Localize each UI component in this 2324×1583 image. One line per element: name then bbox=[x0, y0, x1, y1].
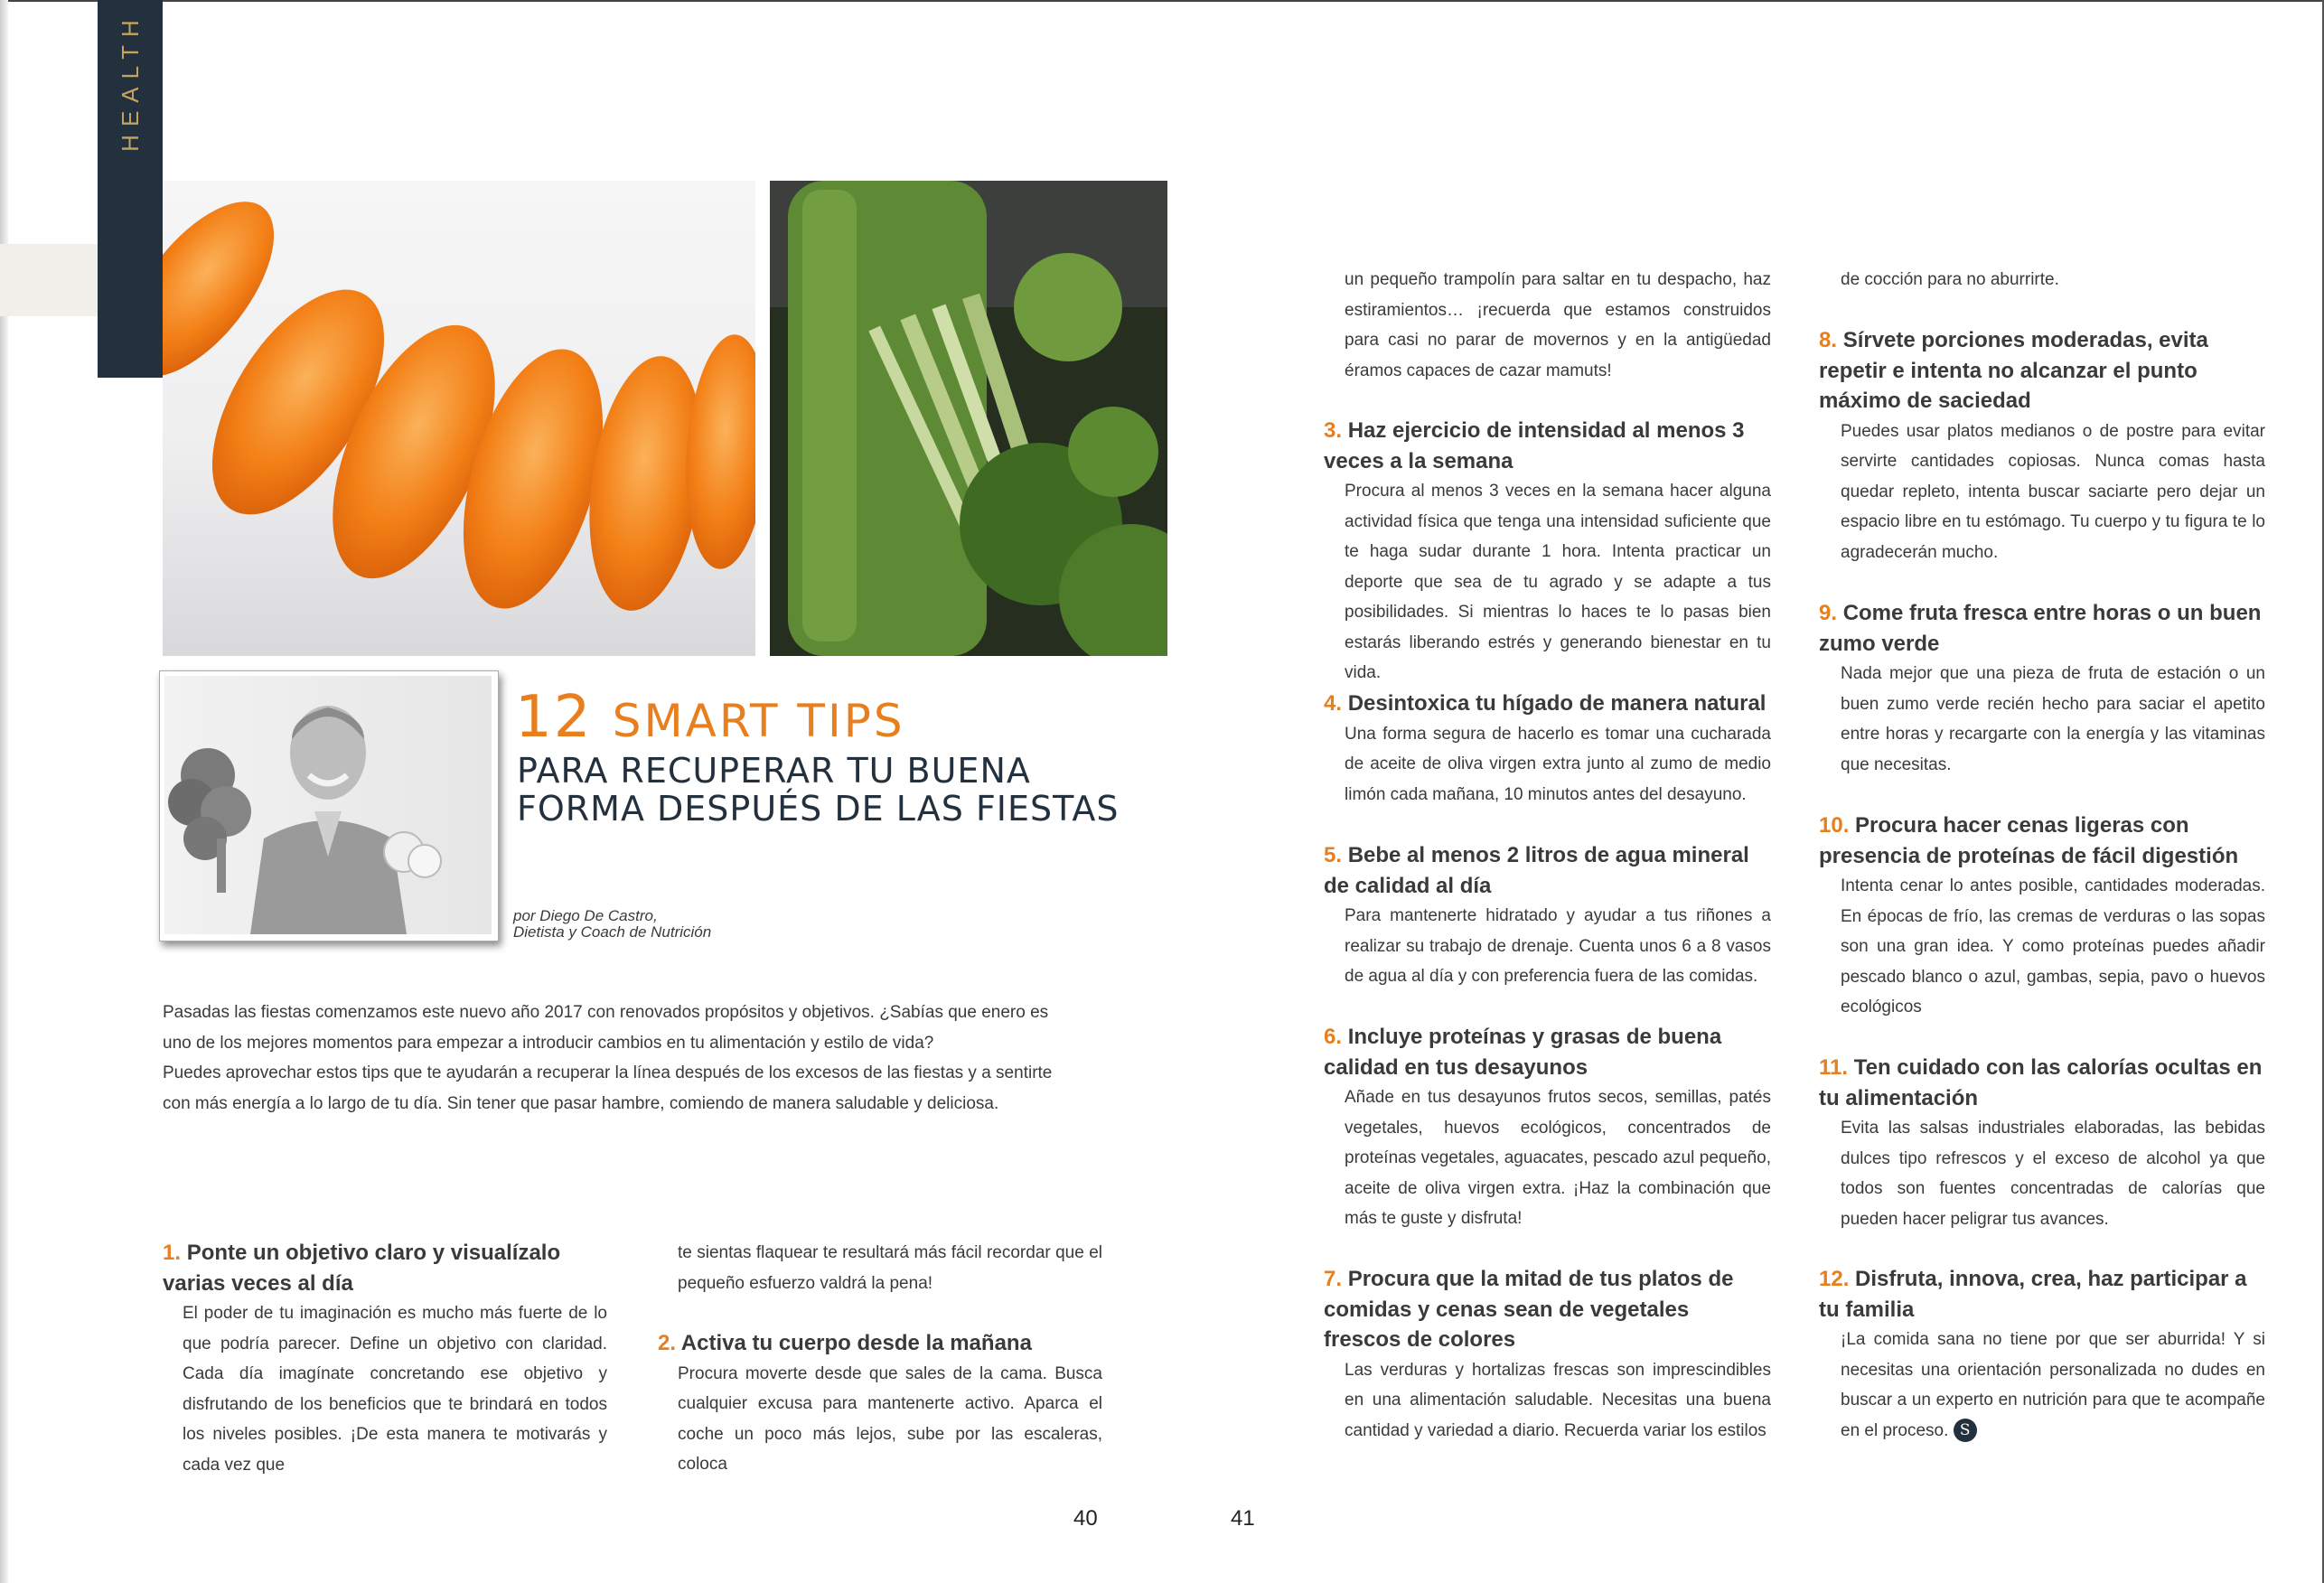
byline-role: Dietista y Coach de Nutrición bbox=[513, 923, 712, 941]
tip-title: Come fruta fresca entre horas o un buen zumo verde bbox=[1819, 601, 2262, 656]
tip-number: 9. bbox=[1819, 601, 1838, 625]
tip-1 bbox=[163, 1238, 607, 1480]
tip-6 bbox=[1324, 1022, 1771, 1234]
green-juice-photo bbox=[770, 181, 1167, 656]
tip-heading bbox=[163, 1238, 607, 1298]
page-number-left: 40 bbox=[1073, 1506, 1098, 1531]
tip-1-continuation: te sientas flaquear te resultará más fácil recordar que el pequeño esfuerzo valdrá la pena! bbox=[678, 1243, 1102, 1293]
tip-number: 4. bbox=[1324, 691, 1343, 716]
binding-shadow bbox=[0, 0, 8, 1583]
tip-heading bbox=[1819, 1053, 2265, 1113]
tip-number: 1. bbox=[163, 1241, 182, 1265]
page-top-border bbox=[0, 0, 2324, 2]
tip-number: 10. bbox=[1819, 813, 1850, 838]
title-number: 12 bbox=[515, 684, 593, 751]
tip-number: 6. bbox=[1324, 1025, 1343, 1049]
tip-2 bbox=[658, 1328, 1102, 1480]
tip-title: Haz ejercicio de intensidad al menos 3 veces a la semana bbox=[1324, 418, 1745, 473]
intro-line: Pasadas las fiestas comenzamos este nuevo año 2017 con renovados propósitos y objetivos. ¿Sabías que enero es bbox=[163, 1003, 1049, 1022]
intro-paragraph bbox=[163, 998, 1093, 1119]
tip-7-continuation: de cocción para no aburrirte. bbox=[1841, 270, 2059, 289]
tip-11 bbox=[1819, 1053, 2265, 1234]
article-title-line-2: FORMA DESPUÉS DE LAS FIESTAS bbox=[517, 789, 1120, 829]
page-number-right: 41 bbox=[1231, 1506, 1255, 1531]
tip-9 bbox=[1819, 598, 2265, 780]
tip-heading bbox=[1324, 1264, 1771, 1355]
tip-number: 8. bbox=[1819, 328, 1838, 352]
tip-body: Evita las salsas industriales elaboradas, las bebidas dulces tipo refrescos y el exceso de alcohol ya que todos son fuentes concentradas de calorías que pueden hacer peligrar tus avances. bbox=[1841, 1119, 2265, 1229]
tip-number: 2. bbox=[658, 1331, 677, 1355]
tip-body: Añade en tus desayunos frutos secos, semillas, patés vegetales, huevos ecológicos, concentrados de proteínas vegetales, aguacates, pescado azul pequeño, aceite de oliva virgen extra. ¡Haz la combinación que más te guste y disfruta! bbox=[1345, 1088, 1771, 1228]
tip-title: Procura que la mitad de tus platos de comidas y cenas sean de vegetales frescos de colores bbox=[1324, 1267, 1734, 1352]
tip-heading bbox=[1819, 810, 2265, 871]
intro-line: uno de los mejores momentos para empezar a introducir cambios en tu alimentación y estilo de vida? bbox=[163, 1033, 934, 1053]
tip-title: Activa tu cuerpo desde la mañana bbox=[680, 1331, 1032, 1355]
tip-body: Nada mejor que una pieza de fruta de estación o un buen zumo verde recién hecho para saciar el apetito entre horas y recargarte con la energía y las vitaminas que necesitas. bbox=[1841, 664, 2265, 774]
tip-heading bbox=[1324, 840, 1771, 901]
tip-body: Las verduras y hortalizas frescas son imprescindibles en una alimentación saludable. Necesitas una buena cantidad y variedad a diario. Recuerda variar los estilos bbox=[1345, 1360, 1771, 1440]
orange-slices-photo bbox=[163, 181, 755, 656]
tip-body: Intenta cenar lo antes posible, cantidades moderadas. En épocas de frío, las cremas de verduras o las sopas son una gran idea. Y como proteínas puedes añadir pescado blanco o azul, gambas, sepia, pavo o huevos ecológicos bbox=[1841, 876, 2265, 1016]
tip-number: 12. bbox=[1819, 1267, 1850, 1291]
tip-title: Incluye proteínas y grasas de buena calidad en tus desayunos bbox=[1324, 1025, 1722, 1080]
tip-title: Desintoxica tu hígado de manera natural bbox=[1347, 691, 1766, 716]
tip-heading bbox=[1324, 1022, 1771, 1082]
tip-10 bbox=[1819, 810, 2265, 1023]
intro-line: con más energía a lo largo de tu día. Sin tener que pasar hambre, comiendo de manera saludable y deliciosa. bbox=[163, 1093, 999, 1113]
tip-body bbox=[1819, 1325, 2265, 1446]
tip-body: Procura moverte desde que sales de la cama. Busca cualquier excusa para mantenerte activo. Aparca el coche un poco más lejos, sube por las escaleras, coloca bbox=[678, 1363, 1102, 1474]
tip-body: El poder de tu imaginación es mucho más fuerte de lo que podría parecer. Define un objetivo con claridad. Cada día imagínate concretando ese objetivo y disfrutando de los beneficios que te brindará en todos los niveles posibles. ¡De esta manera te motivarás y cada vez que bbox=[183, 1304, 607, 1475]
tip-7 bbox=[1324, 1264, 1771, 1446]
tip-3 bbox=[1324, 416, 1771, 688]
tip-5 bbox=[1324, 840, 1771, 992]
tip-number: 11. bbox=[1819, 1055, 1849, 1080]
article-title-number bbox=[515, 684, 905, 751]
tip-2-continuation: un pequeño trampolín para saltar en tu despacho, haz estiramientos… ¡recuerda que estamos construidos para casi no parar de movernos y en la antigüedad éramos capaces de cazar mamuts! bbox=[1345, 270, 1771, 380]
tip-body: Una forma segura de hacerlo es tomar una cucharada de aceite de oliva virgen extra junto al zumo de medio limón cada mañana, 10 minutos antes del desayuno. bbox=[1345, 724, 1771, 804]
tip-title: Ponte un objetivo claro y visualízalo varias veces al día bbox=[163, 1241, 561, 1296]
tip-title: Bebe al menos 2 litros de agua mineral de calidad al día bbox=[1324, 843, 1749, 898]
tip-title: Ten cuidado con las calorías ocultas en tu alimentación bbox=[1819, 1055, 2263, 1110]
tip-number: 3. bbox=[1324, 418, 1343, 443]
tip-12 bbox=[1819, 1264, 2265, 1446]
byline-author: por Diego De Castro, bbox=[513, 907, 658, 924]
tip-body: Para mantenerte hidratado y ayudar a tus riñones a realizar su trabajo de drenaje. Cuenta unos 6 a 8 vasos de agua al día y con preferencia fuera de las comidas. bbox=[1345, 906, 1771, 986]
tip-number: 7. bbox=[1324, 1267, 1343, 1291]
tip-body-text: ¡La comida sana no tiene por que ser aburrida! Y si necesitas una orientación personalizada no dudes en buscar a un experto en nutrición para que te acompañe en el proceso. bbox=[1841, 1330, 2265, 1440]
tip-heading bbox=[1819, 598, 2265, 659]
tip-8 bbox=[1819, 325, 2265, 567]
article-title-line-1: PARA RECUPERAR TU BUENA bbox=[517, 751, 1031, 791]
author-photo bbox=[164, 676, 492, 934]
section-label: HEALTH bbox=[116, 11, 144, 152]
tip-title: Procura hacer cenas ligeras con presencia de proteínas de fácil digestión bbox=[1819, 813, 2239, 868]
tip-heading bbox=[1819, 325, 2265, 417]
tip-body: Puedes usar platos medianos o de postre para evitar servirte cantidades copiosas. Nunca comas hasta quedar repleto, intenta buscar saciarte pero dejar un espacio libre en tu estómago. Tu cuerpo y tu figura te lo agradecerán mucho. bbox=[1841, 421, 2265, 562]
title-smart-tips: SMART TIPS bbox=[612, 695, 905, 747]
tip-heading bbox=[658, 1328, 1102, 1359]
end-mark-icon: S bbox=[1954, 1419, 1977, 1442]
tip-heading bbox=[1324, 688, 1771, 719]
tip-number: 5. bbox=[1324, 843, 1343, 867]
tip-title: Sírvete porciones moderadas, evita repetir e intenta no alcanzar el punto máximo de saciedad bbox=[1819, 328, 2208, 413]
tip-4 bbox=[1324, 688, 1771, 810]
tip-title: Disfruta, innova, crea, haz participar a tu familia bbox=[1819, 1267, 2247, 1322]
tip-body: Procura al menos 3 veces en la semana hacer alguna actividad física que tenga una intensidad suficiente que te haga sudar durante 1 hora. Intenta practicar un deporte que sea de tu agrado y se adapte a tus posibilidades. Si mientras lo haces te lo pasas bien estarás liberando estrés y generando bienestar en tu vida. bbox=[1345, 482, 1771, 682]
tip-heading bbox=[1819, 1264, 2265, 1325]
intro-line: Puedes aprovechar estos tips que te ayudarán a recuperar la línea después de los excesos de las fiestas y a sentirte bbox=[163, 1063, 1053, 1082]
tip-heading bbox=[1324, 416, 1771, 476]
